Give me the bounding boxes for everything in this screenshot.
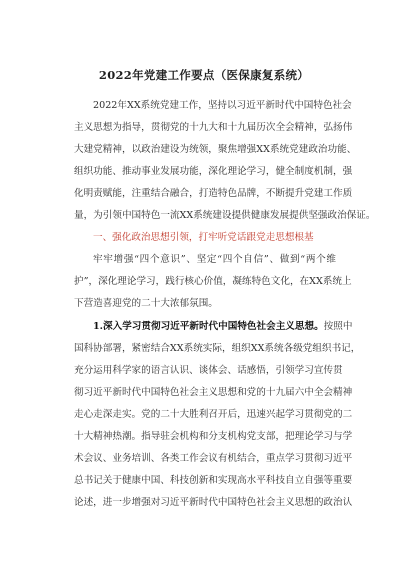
intro-line: 大建党精神，以政治建设为统领，聚焦增强XX系统党建政治功能、: [74, 144, 357, 155]
subsection-line: 彻习近平新时代中国特色社会主义思想和党的十九届六中全会精神: [74, 387, 353, 398]
subsection-line: 十大精神热潮。指导驻会机构和分支机构党支部，把理论学习与学: [74, 431, 353, 442]
section-line: 牢牢增强“四个意识”、坚定“四个自信”、做到“两个维: [93, 254, 336, 265]
section-line: 护”，深化理论学习，践行核心价值，凝练特色文化，在XX系统上: [74, 276, 352, 287]
subsection-line: 总书记关于健康中国、科技创新和实现高水平科技自立自强等重要: [74, 475, 353, 486]
intro-line: 量，为引领中国特色一流XX系统建设提供健康发展提供坚强政治保证。: [74, 210, 376, 221]
subsection-heading-tail: 按照中: [323, 321, 353, 332]
intro-line: 主义思想为指导，贯彻党的十九大和十九届历次全会精神，弘扬伟: [74, 122, 353, 133]
subsection-line: 国科协部署，紧密结合XX系统实际，组织XX系统各级党组织书记，: [74, 343, 361, 354]
section-heading: 一、强化政治思想引领，打牢听党话跟党走思想根基: [93, 232, 314, 243]
document-title: 2022年党建工作要点（医保康复系统）: [98, 68, 310, 82]
subsection-line: 走心走深走实。党的二十大胜利召开后，迅速兴起学习贯彻党的二: [74, 409, 353, 420]
subsection-line: 术会议、业务培训、各类工作会议有机结合，重点学习贯彻习近平: [74, 453, 353, 464]
section-line: 下营造喜迎党的二十大浓郁氛围。: [74, 298, 218, 309]
intro-line: 2022年XX系统党建工作，坚持以习近平新时代中国特色社会: [93, 100, 352, 111]
subsection-line: 充分运用科学家的语言认识、谈体会、话感悟，引领学习宣传贯: [74, 365, 343, 376]
subsection-line: 论述，进一步增强对习近平新时代中国特色社会主义思想的政治认: [74, 497, 353, 508]
subsection-heading-bold: 1.深入学习贯彻习近平新时代中国特色社会主义思想。: [93, 321, 324, 332]
subsection-heading: [93, 320, 353, 333]
intro-line: 组织功能、推动事业发展功能，深化理论学习，健全制度机制，强: [74, 166, 353, 177]
intro-line: 化明责赋能，注重结合融合，打造特色品牌，不断提升党建工作质: [74, 188, 353, 199]
